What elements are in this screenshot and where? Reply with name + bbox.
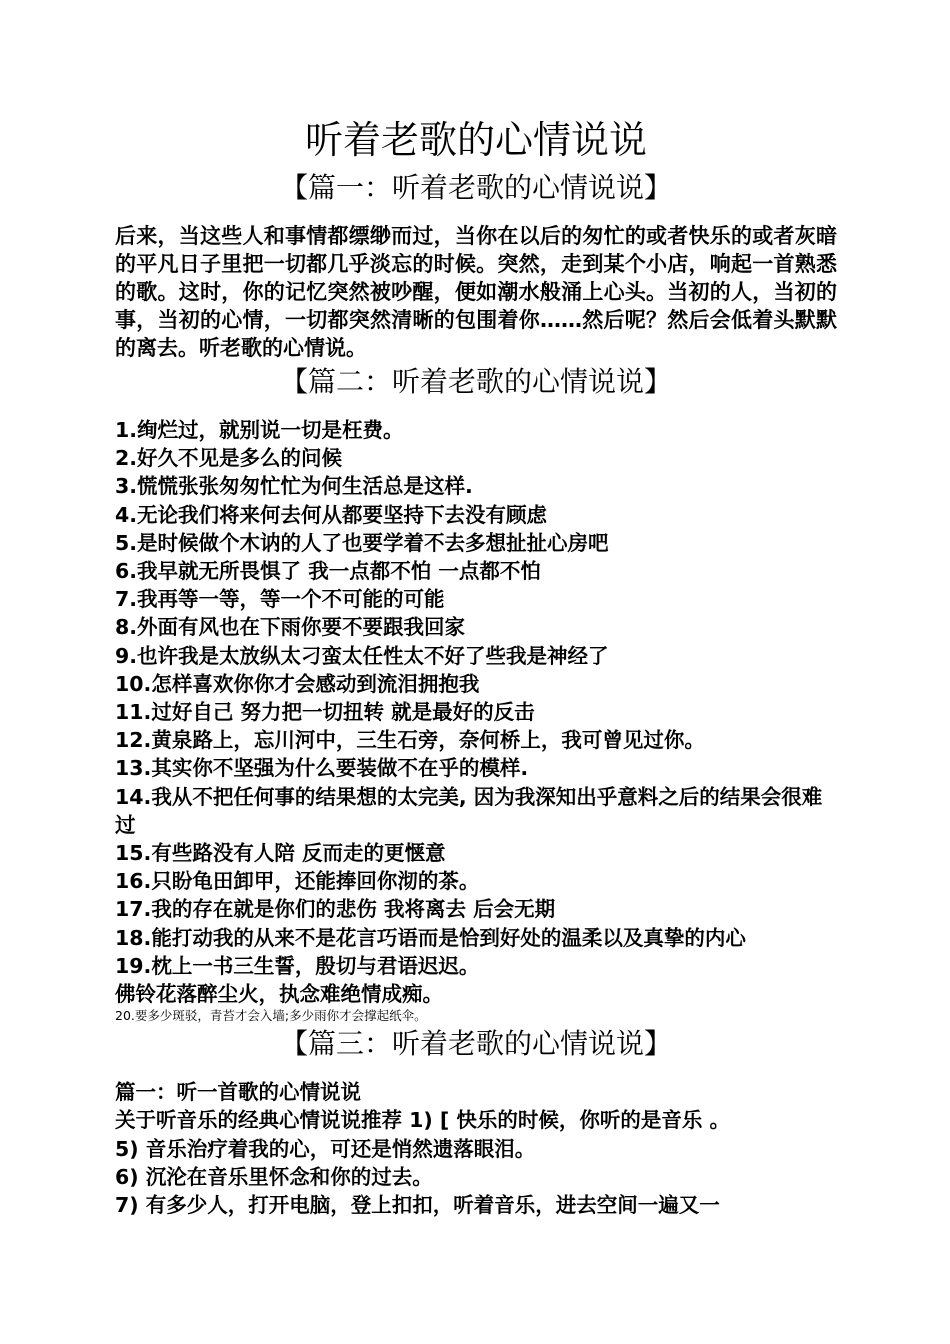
list-item: 11.过好自己 努力把一切扭转 就是最好的反击 [115, 700, 535, 725]
list-item: 9.也许我是太放纵太刁蛮太任性太不好了些我是神经了 [115, 643, 609, 668]
list-item: 12.黄泉路上，忘川河中，三生石旁，奈何桥上，我可曾见过你。 [115, 728, 705, 753]
section-heading-3: 【篇三：听着老歌的心情说说】 [279, 1027, 672, 1061]
section-3-list [115, 1078, 837, 1219]
list-item: 16.只盼龟田卸甲，还能捧回你沏的茶。 [115, 869, 480, 894]
list-item: 6) 沉沦在音乐里怀念和你的过去。 [115, 1164, 433, 1189]
spacer [115, 208, 837, 222]
document-page [115, 112, 837, 1219]
section-heading-1: 【篇一：听着老歌的心情说说】 [279, 171, 672, 204]
list-item: 2.好久不见是多么的问候 [115, 446, 343, 471]
list-item: 5.是时候做个木讷的人了也要学着不去多想扯扯心房吧 [115, 530, 609, 555]
section-2-list [115, 416, 837, 1024]
list-item: 7.我再等一等，等一个不可能的可能 [115, 587, 445, 612]
list-item: 15.有些路没有人陪 反而走的更惬意 [115, 841, 446, 866]
list-item: 5) 音乐治疗着我的心，可还是悄然遗落眼泪。 [115, 1136, 536, 1161]
section-1-paragraph: 后来，当这些人和事情都缥缈而过，当你在以后的匆忙的或者快乐的或者灰暗的平凡日子里把一切都几乎淡忘的时候。突然，走到某个小店，响起一首熟悉的歌。这时，你的记忆突然被吵醒，便如潮水般涌上心头。当初的人，当初的事，当初的心情，一切都突然清晰的包围着你……然后呢？然后会低着头默默的离去。听老歌的心情说。 [115, 224, 837, 360]
list-item: 7) 有多少人，打开电脑，登上扣扣，听着音乐，进去空间一遍又一 [115, 1193, 720, 1218]
list-item: 13.其实你不坚强为什么要装做不在乎的模样. [115, 756, 529, 781]
footnote-line: 20.要多少斑驳，青苔才会入墙;多少雨你才会撑起纸伞。 [115, 1008, 427, 1024]
list-item: 1.绚烂过，就别说一切是枉费。 [115, 418, 404, 442]
list-item: 篇一：听一首歌的心情说说 [115, 1080, 361, 1105]
section-heading-2: 【篇二：听着老歌的心情说说】 [279, 365, 672, 398]
list-item: 8.外面有风也在下雨你要不要跟我回家 [115, 615, 466, 640]
list-item: 佛铃花落醉尘火，执念难绝情成痴。 [115, 982, 443, 1007]
list-item: 18.能打动我的从来不是花言巧语而是恰到好处的温柔以及真挚的内心 [115, 925, 746, 950]
spacer [115, 402, 837, 416]
list-item: 10.怎样喜欢你你才会感动到流泪拥抱我 [115, 671, 480, 696]
list-item: 3.慌慌张张匆匆忙忙为何生活总是这样. [115, 474, 473, 499]
list-item: 19.枕上一书三生誓，殷切与君语迟迟。 [115, 953, 480, 978]
list-item: 14.我从不把任何事的结果想的太完美, 因为我深知出乎意料之后的结果会很难过 [115, 784, 823, 837]
list-item: 17.我的存在就是你们的悲伤 我将离去 后会无期 [115, 897, 556, 922]
spacer [115, 1064, 837, 1078]
list-item: 4.无论我们将来何去何从都要坚持下去没有顾虑 [115, 502, 548, 527]
list-item: 6.我早就无所畏惧了 我一点都不怕 一点都不怕 [115, 559, 541, 584]
document-title: 听着老歌的心情说说 [304, 118, 647, 162]
list-item: 关于听音乐的经典心情说说推荐 1) [ 快乐的时候，你听的是音乐 。 [115, 1108, 731, 1133]
